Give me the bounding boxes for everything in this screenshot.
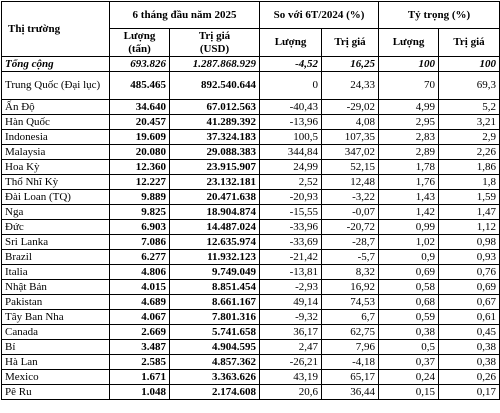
market-name: Malaysia [2,145,110,160]
qty-cell: 9.889 [110,190,170,205]
market-name: Hàn Quốc [2,115,110,130]
total-cmp-value: 16,25 [322,57,379,72]
market-name: Sri Lanka [2,235,110,250]
table-row [2,370,500,385]
value-cell: 12.635.974 [170,235,260,250]
share-value-cell: 0,26 [439,370,500,385]
share-value-cell: 1,8 [439,175,500,190]
share-qty-cell: 0,5 [379,340,439,355]
cmp-qty-cell: -40,43 [260,100,322,115]
cmp-qty-cell: 344,84 [260,145,322,160]
cmp-value-cell: 6,7 [322,310,379,325]
market-name: Pakistan [2,295,110,310]
share-value-cell: 0,67 [439,295,500,310]
value-cell: 8.851.454 [170,280,260,295]
qty-cell: 19.609 [110,130,170,145]
table-row [2,100,500,115]
trade-table [1,1,500,400]
cmp-value-cell: -3,22 [322,190,379,205]
table-row [2,340,500,355]
qty-cell: 3.487 [110,340,170,355]
cmp-qty-cell: -20,93 [260,190,322,205]
cmp-qty-cell: -21,42 [260,250,322,265]
qty-cell: 2.669 [110,325,170,340]
qty-cell: 6.277 [110,250,170,265]
total-share-value: 100 [439,57,500,72]
share-value-cell: 69,3 [439,72,500,100]
table-row [2,115,500,130]
total-qty: 693.826 [110,57,170,72]
share-qty-cell: 0,9 [379,250,439,265]
header-value-usd: Trị giá (USD) [170,29,260,57]
qty-cell: 4.806 [110,265,170,280]
cmp-qty-cell: -13,96 [260,115,322,130]
value-cell: 67.012.563 [170,100,260,115]
cmp-qty-cell: 24,99 [260,160,322,175]
header-compare: So với 6T/2024 (%) [260,2,379,29]
share-value-cell: 5,2 [439,100,500,115]
value-cell: 29.088.383 [170,145,260,160]
share-qty-cell: 1,43 [379,190,439,205]
share-value-cell: 0,38 [439,340,500,355]
cmp-qty-cell: 49,14 [260,295,322,310]
market-name: Pê Ru [2,385,110,400]
cmp-qty-cell: -2,93 [260,280,322,295]
table-row [2,160,500,175]
market-name: Italia [2,265,110,280]
value-cell: 11.932.123 [170,250,260,265]
qty-cell: 1.671 [110,370,170,385]
cmp-value-cell: 16,92 [322,280,379,295]
table-row [2,145,500,160]
value-cell: 892.540.644 [170,72,260,100]
cmp-value-cell: -5,7 [322,250,379,265]
share-qty-cell: 0,69 [379,265,439,280]
cmp-value-cell: 52,15 [322,160,379,175]
share-qty-cell: 4,99 [379,100,439,115]
value-cell: 41.289.392 [170,115,260,130]
market-name: Mexico [2,370,110,385]
share-qty-cell: 1,76 [379,175,439,190]
qty-cell: 6.903 [110,220,170,235]
qty-cell: 485.465 [110,72,170,100]
share-qty-cell: 2,89 [379,145,439,160]
qty-cell: 4.015 [110,280,170,295]
share-qty-cell: 0,15 [379,385,439,400]
total-share-qty: 100 [379,57,439,72]
share-qty-cell: 2,83 [379,130,439,145]
share-qty-cell: 2,95 [379,115,439,130]
table-row [2,250,500,265]
header-market: Thị trường [2,2,110,57]
qty-cell: 1.048 [110,385,170,400]
value-cell: 4.904.595 [170,340,260,355]
table-row [2,295,500,310]
value-cell: 8.661.167 [170,295,260,310]
total-name: Tổng cộng [2,57,110,72]
cmp-value-cell: 347,02 [322,145,379,160]
header-cmp-qty: Lượng [260,29,322,57]
value-cell: 3.363.626 [170,370,260,385]
value-cell: 23.915.907 [170,160,260,175]
table-row [2,265,500,280]
market-name: Thổ Nhĩ Kỳ [2,175,110,190]
value-cell: 18.904.874 [170,205,260,220]
share-qty-cell: 0,58 [379,280,439,295]
total-row [2,57,500,72]
qty-cell: 2.585 [110,355,170,370]
cmp-qty-cell: 20,6 [260,385,322,400]
cmp-value-cell: 12,48 [322,175,379,190]
cmp-value-cell: 36,44 [322,385,379,400]
table-row [2,130,500,145]
value-cell: 5.741.658 [170,325,260,340]
share-qty-cell: 1,78 [379,160,439,175]
market-name: Nhật Bản [2,280,110,295]
market-name: Trung Quốc (Đại lục) [2,72,110,100]
value-cell: 14.487.024 [170,220,260,235]
market-name: Đài Loan (TQ) [2,190,110,205]
qty-cell: 7.086 [110,235,170,250]
cmp-value-cell: 62,75 [322,325,379,340]
cmp-qty-cell: 2,52 [260,175,322,190]
qty-cell: 12.360 [110,160,170,175]
cmp-qty-cell: 0 [260,72,322,100]
table-row [2,310,500,325]
cmp-qty-cell: 2,47 [260,340,322,355]
value-cell: 20.471.638 [170,190,260,205]
share-value-cell: 1,59 [439,190,500,205]
cmp-value-cell: -28,7 [322,235,379,250]
share-value-cell: 1,47 [439,205,500,220]
cmp-value-cell: 65,17 [322,370,379,385]
cmp-value-cell: 74,53 [322,295,379,310]
cmp-qty-cell: -26,21 [260,355,322,370]
share-qty-cell: 0,38 [379,325,439,340]
table-row [2,280,500,295]
table-row [2,385,500,400]
share-qty-cell: 1,42 [379,205,439,220]
share-qty-cell: 0,68 [379,295,439,310]
share-value-cell: 0,17 [439,385,500,400]
qty-cell: 34.640 [110,100,170,115]
total-cmp-qty: -4,52 [260,57,322,72]
market-name: Canada [2,325,110,340]
table-row [2,72,500,100]
qty-cell: 20.080 [110,145,170,160]
table-row [2,205,500,220]
share-qty-cell: 1,02 [379,235,439,250]
cmp-qty-cell: -15,55 [260,205,322,220]
market-name: Nga [2,205,110,220]
share-value-cell: 2,9 [439,130,500,145]
value-cell: 23.132.181 [170,175,260,190]
share-value-cell: 1,12 [439,220,500,235]
share-value-cell: 0,76 [439,265,500,280]
cmp-value-cell: -20,72 [322,220,379,235]
share-qty-cell: 70 [379,72,439,100]
cmp-qty-cell: -13,81 [260,265,322,280]
share-value-cell: 0,93 [439,250,500,265]
share-value-cell: 0,38 [439,355,500,370]
share-value-cell: 0,61 [439,310,500,325]
header-share-qty: Lượng [379,29,439,57]
cmp-value-cell: 8,32 [322,265,379,280]
market-name: Hoa Kỳ [2,160,110,175]
market-name: Hà Lan [2,355,110,370]
value-cell: 4.857.362 [170,355,260,370]
share-value-cell: 3,21 [439,115,500,130]
table-row [2,325,500,340]
market-name: Bỉ [2,340,110,355]
cmp-qty-cell: -33,96 [260,220,322,235]
cmp-value-cell: 7,96 [322,340,379,355]
header-share: Tỷ trọng (%) [379,2,500,29]
header-period: 6 tháng đầu năm 2025 [110,2,260,29]
cmp-value-cell: -4,18 [322,355,379,370]
market-name: Indonesia [2,130,110,145]
value-cell: 7.801.316 [170,310,260,325]
qty-cell: 12.227 [110,175,170,190]
table-row [2,235,500,250]
qty-cell: 9.825 [110,205,170,220]
header-cmp-value: Trị giá [322,29,379,57]
value-cell: 2.174.608 [170,385,260,400]
market-name: Ấn Độ [2,100,110,115]
cmp-value-cell: 4,08 [322,115,379,130]
share-value-cell: 1,86 [439,160,500,175]
share-qty-cell: 0,24 [379,370,439,385]
cmp-qty-cell: 36,17 [260,325,322,340]
market-name: Đức [2,220,110,235]
qty-cell: 20.457 [110,115,170,130]
cmp-value-cell: -0,07 [322,205,379,220]
share-qty-cell: 0,99 [379,220,439,235]
share-qty-cell: 0,37 [379,355,439,370]
market-name: Tây Ban Nha [2,310,110,325]
cmp-qty-cell: 100,5 [260,130,322,145]
table-row [2,355,500,370]
total-value: 1.287.868.929 [170,57,260,72]
header-share-value: Trị giá [439,29,500,57]
market-name: Brazil [2,250,110,265]
header-row-top [2,2,500,29]
qty-cell: 4.067 [110,310,170,325]
cmp-qty-cell: 43,19 [260,370,322,385]
cmp-qty-cell: -33,69 [260,235,322,250]
share-qty-cell: 0,59 [379,310,439,325]
value-cell: 9.749.049 [170,265,260,280]
value-cell: 37.324.183 [170,130,260,145]
header-qty-tons: Lượng (tấn) [110,29,170,57]
table-row [2,175,500,190]
qty-cell: 4.689 [110,295,170,310]
share-value-cell: 0,45 [439,325,500,340]
cmp-qty-cell: -9,32 [260,310,322,325]
cmp-value-cell: 24,33 [322,72,379,100]
table-row [2,190,500,205]
cmp-value-cell: 107,35 [322,130,379,145]
share-value-cell: 2,26 [439,145,500,160]
table-row [2,220,500,235]
share-value-cell: 0,98 [439,235,500,250]
cmp-value-cell: -29,02 [322,100,379,115]
share-value-cell: 0,69 [439,280,500,295]
